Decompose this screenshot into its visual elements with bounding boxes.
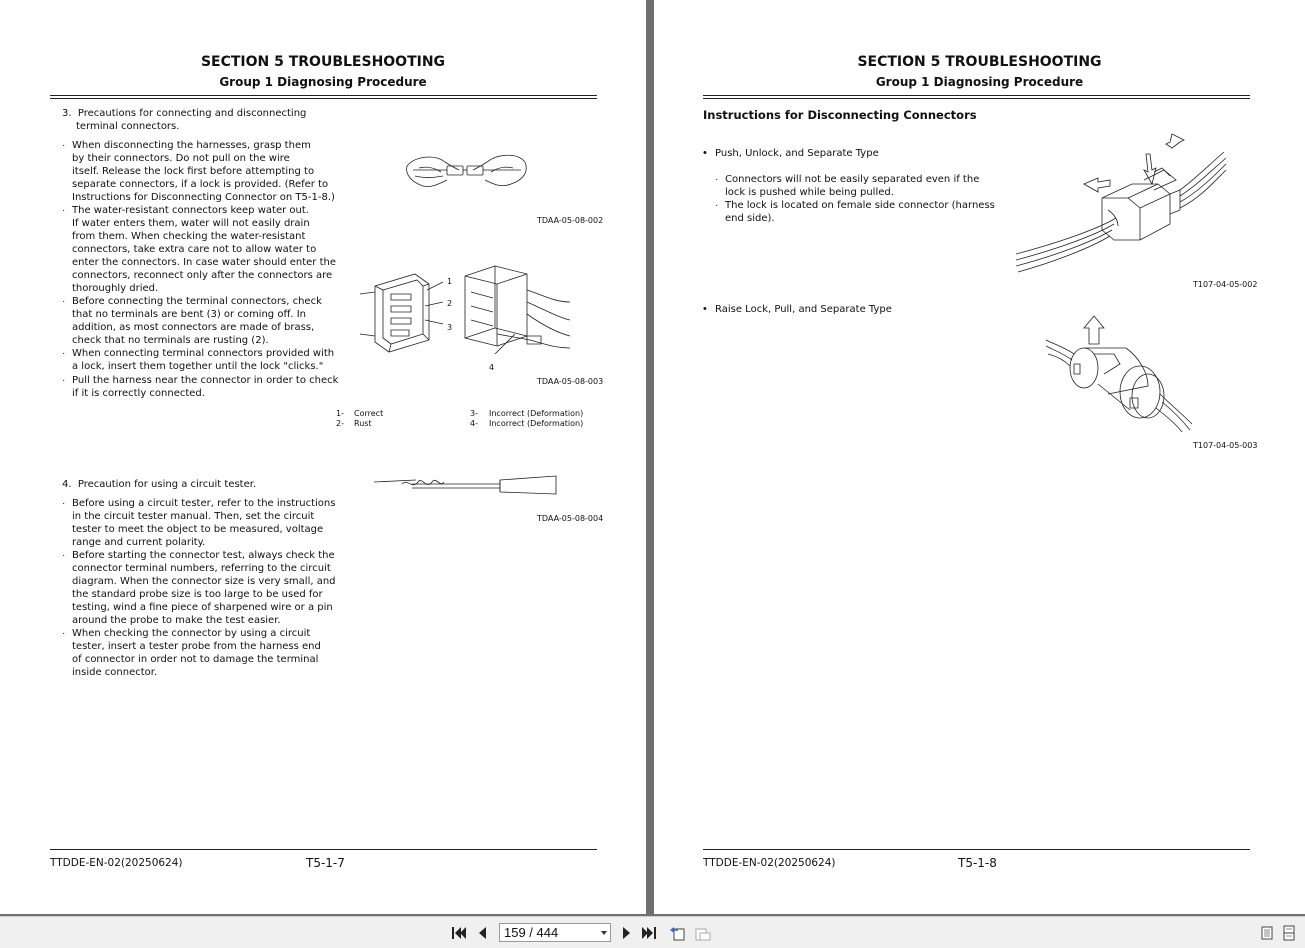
bullet-dot: ·	[715, 200, 719, 211]
item3-bullet-5: Pull the harness near the connector in order to check if it is correctly connected.	[72, 375, 339, 399]
legend-num-1: 1-	[336, 409, 344, 418]
go-back-view-icon[interactable]	[668, 924, 686, 942]
page-number: T5-1-7	[306, 856, 345, 870]
header-rule	[50, 95, 597, 96]
previous-page-icon[interactable]	[474, 924, 492, 942]
bullet-dot: ·	[62, 375, 66, 386]
raise-lock-connector-illustration	[1044, 314, 1194, 432]
section-title: SECTION 5 TROUBLESHOOTING	[200, 54, 446, 70]
item3-bullet-3: Before connecting the terminal connectors, check that no terminals are bent (3) or coming off. In addition, as most connectors are made of brass, check that no terminals are rusting (2).	[72, 296, 322, 346]
figure-code: T107-04-05-002	[1193, 280, 1258, 289]
next-page-icon[interactable]	[617, 924, 635, 942]
figure-code: TDAA-05-08-004	[537, 514, 604, 523]
header-rule-thin	[703, 98, 1250, 99]
single-page-view-icon[interactable]	[1258, 924, 1276, 942]
skip-to-last-icon[interactable]	[640, 924, 658, 942]
chevron-down-icon[interactable]	[601, 931, 607, 935]
header-rule-thin	[50, 98, 597, 99]
figure-code: T107-04-05-003	[1193, 441, 1258, 450]
item4-title: 4. Precaution for using a circuit tester.	[62, 479, 257, 490]
item3-bullet-4: When connecting terminal connectors provided with a lock, insert them together until the lock "clicks."	[72, 348, 335, 372]
item3-title-line2: terminal connectors.	[76, 121, 180, 132]
callout-2: 2	[447, 299, 453, 308]
footer-document-code: TTDDE-EN-02(20250624)	[50, 857, 183, 869]
bullet-dot: ·	[62, 296, 66, 307]
bullet-dot: ·	[62, 550, 66, 561]
bullet-dot: ·	[62, 628, 66, 639]
bullet-dot: ·	[62, 348, 66, 359]
bullet-dot: ·	[62, 205, 66, 216]
right-page	[654, 0, 1305, 914]
go-forward-view-icon[interactable]	[694, 924, 712, 942]
footer-rule	[703, 849, 1250, 850]
group-title: Group 1 Diagnosing Procedure	[219, 75, 427, 89]
continuous-view-icon[interactable]	[1280, 924, 1298, 942]
section-title: SECTION 5 TROUBLESHOOTING	[857, 54, 1102, 70]
tester-probe-illustration	[372, 472, 560, 498]
callout-1: 1	[447, 277, 453, 286]
hands-connector-illustration	[405, 148, 530, 196]
callout-4: 4	[489, 363, 495, 372]
legend-num-3: 3-	[470, 409, 478, 418]
item3-bullet-2: The water-resistant connectors keep water out. If water enters them, water will not easily drain from them. When checking the water-resistant connectors, take extra care not to allow water to enter the connectors. In case water should enter the connectors, reconnect only after the connectors are thoroughly dried.	[72, 205, 336, 294]
callout-3: 3	[447, 323, 453, 332]
footer-document-code: TTDDE-EN-02(20250624)	[703, 857, 836, 869]
skip-to-first-icon[interactable]	[450, 924, 468, 942]
page-number-input[interactable]	[499, 923, 611, 942]
type1-title: Push, Unlock, and Separate Type	[715, 148, 879, 159]
item4-bullet-2: Before starting the connector test, always check the connector terminal numbers, referring to the circuit diagram. When the connector size is very small, and the standard probe size is too large to be used for testing, wind a fine piece of sharpened wire or a pin around the probe to make the test easier.	[72, 550, 336, 626]
navigation-toolbar	[0, 916, 1305, 948]
figure-code: TDAA-05-08-003	[537, 377, 604, 386]
footer-rule	[50, 849, 597, 850]
bullet-dot: ·	[62, 498, 66, 509]
item3-bullet-1: When disconnecting the harnesses, grasp them by their connectors. Do not pull on the wire itself. Release the lock first before attempting to separate connectors, if a lock is provided. (Refer to Instructions for Disconnecting Connector on T5-1-8.)	[72, 140, 335, 203]
type1-bullet-2: The lock is located on female side connector (harness end side).	[725, 200, 995, 224]
item3-title-line1: 3. Precautions for connecting and disconnecting	[62, 108, 307, 119]
bullet-dot: •	[703, 147, 707, 159]
legend-num-4: 4-	[470, 419, 478, 428]
bullet-dot: •	[703, 303, 707, 315]
bullet-dot: ·	[715, 174, 719, 185]
type1-bullet-1: Connectors will not be easily separated even if the lock is pushed while being pulled.	[725, 174, 980, 198]
legend-text-2: Rust	[354, 419, 372, 428]
header-rule	[703, 95, 1250, 96]
bullet-dot: ·	[62, 140, 66, 151]
type2-title: Raise Lock, Pull, and Separate Type	[715, 304, 892, 315]
item4-bullet-1: Before using a circuit tester, refer to the instructions in the circuit tester manual. Then, set the circuit tester to meet the object to be measured, voltage range and current polarity.	[72, 498, 336, 548]
page-indicator-text: 159 / 444	[504, 925, 559, 940]
legend-text-3: Incorrect (Deformation)	[489, 409, 584, 418]
page-number: T5-1-8	[958, 856, 997, 870]
figure-code: TDAA-05-08-002	[537, 216, 604, 225]
legend-text-4: Incorrect (Deformation)	[489, 419, 584, 428]
left-page	[0, 0, 646, 914]
legend-text-1: Correct	[354, 409, 384, 418]
push-unlock-connector-illustration	[1014, 132, 1226, 272]
group-title: Group 1 Diagnosing Procedure	[875, 75, 1084, 89]
item4-bullet-3: When checking the connector by using a circuit tester, insert a tester probe from the harness end of connector in order not to damage the terminal inside connector.	[72, 628, 321, 678]
legend-num-2: 2-	[336, 419, 344, 428]
instructions-heading: Instructions for Disconnecting Connectors	[703, 108, 977, 122]
connector-terminals-illustration	[355, 262, 573, 374]
